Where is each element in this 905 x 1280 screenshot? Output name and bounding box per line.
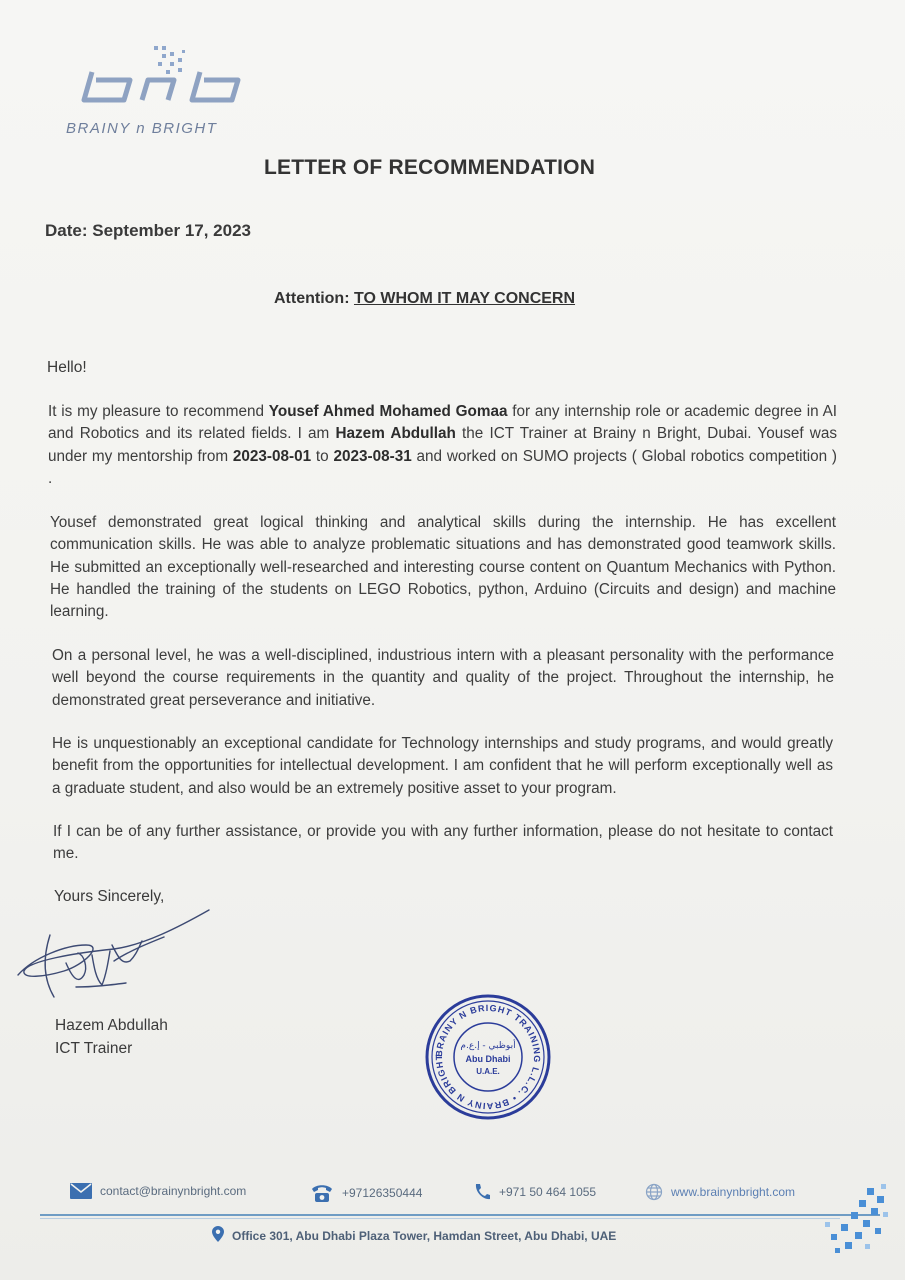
attention-label: Attention: <box>274 290 350 307</box>
attention-value: TO WHOM IT MAY CONCERN <box>353 290 576 307</box>
end-date: 2023-08-31 <box>333 447 412 465</box>
footer-divider-thin <box>40 1218 840 1219</box>
company-stamp <box>423 992 553 1122</box>
handset-icon <box>473 1183 491 1201</box>
signer-role: ICT Trainer <box>55 1040 133 1057</box>
footer-address <box>212 1226 616 1245</box>
envelope-icon <box>70 1183 92 1199</box>
candidate-name: Yousef Ahmed Mohamed Gomaa <box>268 403 508 420</box>
company-tagline: BRAINY n BRIGHT <box>66 120 218 137</box>
svg-text:BRAINY N BRIGHT TRAINING L.L.C: BRAINY N BRIGHT TRAINING L.L.C. • BRAINY N BRIGHT <box>433 1002 543 1112</box>
text-run: the ICT Trainer at Brainy n Bright, Dubai. Yousef was under my mentorship from <box>48 425 838 465</box>
letter-title: LETTER OF RECOMMENDATION <box>264 156 596 179</box>
text-run: and worked on SUMO projects ( Global robotics competition ) . <box>48 447 838 487</box>
paragraph-skills: Yousef demonstrated great logical thinking and analytical skills during the internship. He has excellent communication skills. He was able to analyze problematic situations and has demonstrated good teamwork skills. He submitted an exceptionally well-researched and interesting course content on Quantum Mechanics with Python. He handled the training of the students on LEGO Robotics, python, Arduino (Circuits and design) and machine learning. <box>50 514 836 621</box>
signer-name: Hazem Abdullah <box>55 1017 168 1034</box>
svg-text:Abu Dhabi: Abu Dhabi <box>465 1054 511 1064</box>
paragraph-intro <box>48 401 837 490</box>
paragraph-contact: If I can be of any further assistance, or provide you with any further information, please do not hesitate to contact me. <box>53 823 833 863</box>
address-text: Office 301, Abu Dhabi Plaza Tower, Hamdan Street, Abu Dhabi, UAE <box>232 1228 617 1243</box>
paragraph-personal: On a personal level, he was a well-disciplined, industrious intern with a pleasant personality with the performance well beyond the course requirements in the quantity and quality of the project. Throughout the internship, he demonstrated great perseverance and initiative. <box>52 647 834 709</box>
footer-website[interactable] <box>645 1183 795 1201</box>
phone2-text: +971 50 464 1055 <box>499 1185 597 1199</box>
phone1-text: +97126350444 <box>342 1186 423 1200</box>
letter-date: Date: September 17, 2023 <box>45 221 251 240</box>
decorative-pixel-cluster <box>815 1182 895 1262</box>
closing-line: Yours Sincerely, <box>54 888 165 905</box>
handwritten-signature <box>14 905 219 1000</box>
text-run: to <box>311 447 334 465</box>
footer-email[interactable] <box>70 1183 246 1199</box>
start-date: 2023-08-01 <box>232 447 312 465</box>
text-run: It is my pleasure to recommend <box>48 403 269 420</box>
globe-icon <box>645 1183 663 1201</box>
paragraph-recommendation: He is unquestionably an exceptional candidate for Technology internships and study programs, and would greatly benefit from the opportunities for intellectual development. I am confident that he will perform exceptionally well as a graduate student, and also would be an extremely positive asset to your program. <box>52 735 833 797</box>
trainer-name: Hazem Abdullah <box>335 425 456 443</box>
text-run: for any internship role or academic degree in AI and Robotics and its related fields. I am <box>48 403 838 443</box>
footer-phone-mobile[interactable] <box>473 1183 596 1201</box>
greeting: Hello! <box>47 359 87 376</box>
svg-text:أبوظبي - إ.ع.م: أبوظبي - إ.ع.م <box>460 1041 516 1051</box>
telephone-icon <box>310 1183 334 1203</box>
footer-contacts <box>0 1183 905 1205</box>
email-text: contact@brainynbright.com <box>100 1184 247 1198</box>
footer-phone-landline[interactable] <box>310 1183 422 1203</box>
website-text: www.brainynbright.com <box>671 1185 796 1199</box>
attention-line <box>274 290 575 308</box>
map-pin-icon <box>212 1226 224 1245</box>
svg-text:U.A.E.: U.A.E. <box>476 1067 500 1076</box>
footer-divider <box>40 1214 880 1216</box>
